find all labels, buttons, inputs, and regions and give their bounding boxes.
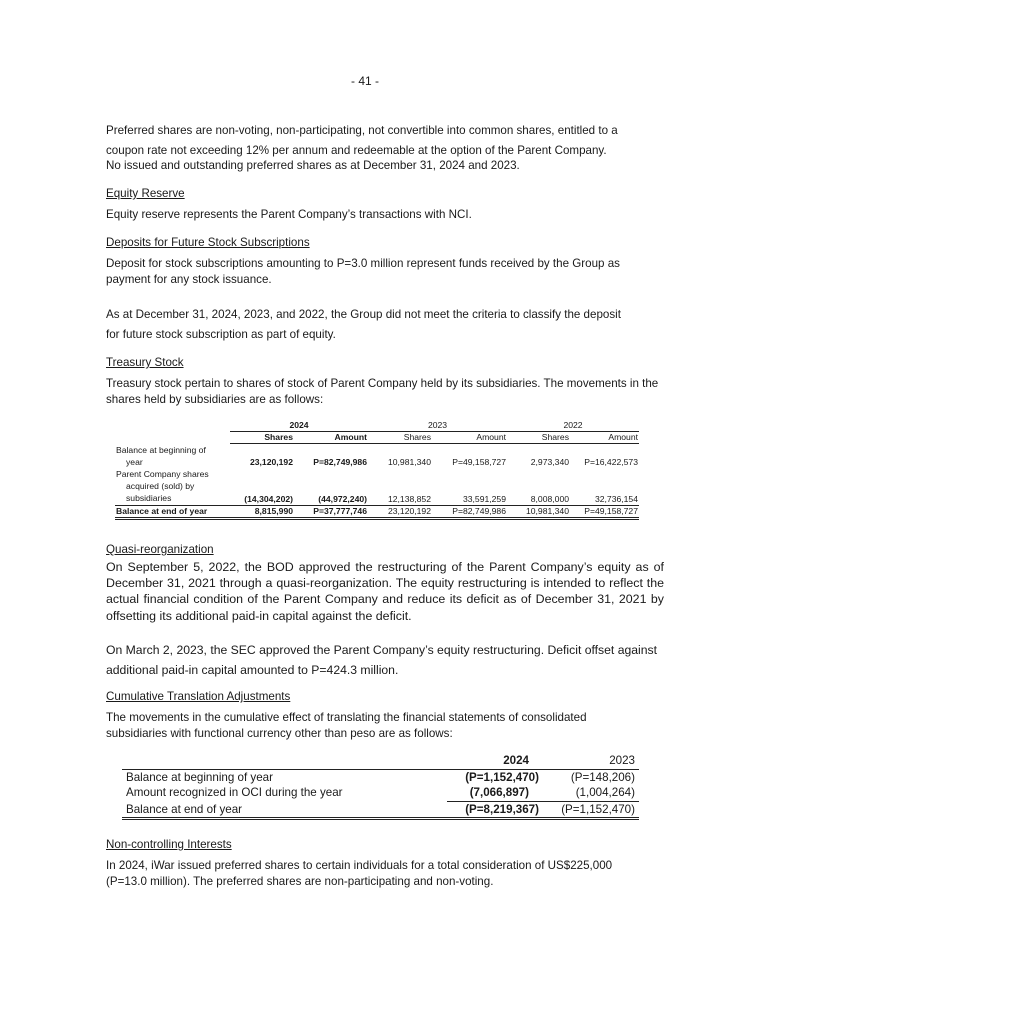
deposits-text-2-line-1: As at December 31, 2024, 2023, and 2022, the Group did not meet the criteria to classify the deposit xyxy=(106,308,621,321)
row-label: Balance at beginning of year xyxy=(116,444,206,467)
cta-table xyxy=(122,753,639,820)
year-2024: 2024 xyxy=(230,420,368,432)
table-cell: 12,138,852 xyxy=(387,493,431,504)
table-cell: (14,304,202) xyxy=(244,493,293,504)
row-label: Balance at end of year xyxy=(115,505,230,518)
table-cell: 23,120,192 xyxy=(249,456,293,467)
table-cell: (P=1,152,470) xyxy=(465,770,539,784)
deposits-text: Deposit for stock subscriptions amounting to P=3.0 million represent funds received by the Group as payment for any stock issuance. xyxy=(106,257,620,286)
equity-reserve-heading: Equity Reserve xyxy=(106,187,185,200)
cta-header-row xyxy=(122,753,639,769)
col-shares-2024: Shares xyxy=(230,432,294,444)
row-label: Amount recognized in OCI during the year xyxy=(126,786,343,800)
page-number: - 41 - xyxy=(350,74,379,88)
quasi-text-2-line-1: On March 2, 2023, the SEC approved the Parent Company’s equity restructuring. Deficit offset against xyxy=(106,643,657,657)
table-row xyxy=(115,468,639,505)
row-label: Balance at end of year xyxy=(122,801,447,819)
table-cell: (P=148,206) xyxy=(570,770,635,784)
table-cell: 8,815,990 xyxy=(230,505,294,518)
cta-year-2024: 2024 xyxy=(447,753,543,769)
table-cell: 32,736,154 xyxy=(594,493,638,504)
table-cell: (P=8,219,367) xyxy=(447,801,543,819)
deposits-text-2-line-2: for future stock subscription as part of equity. xyxy=(106,327,336,341)
row-label: Parent Company shares acquired (sold) by subsidiaries xyxy=(116,468,209,504)
deposits-text-2 xyxy=(106,305,666,344)
table-cell: (1,004,264) xyxy=(543,785,639,801)
treasury-text: Treasury stock pertain to shares of stock of Parent Company held by its subsidiaries. The movements in the shares held by subsidiaries are as follows: xyxy=(106,377,659,406)
table-cell: 23,120,192 xyxy=(368,505,432,518)
deposits-heading: Deposits for Future Stock Subscriptions xyxy=(106,236,310,249)
cta-text: The movements in the cumulative effect of translating the financial statements of consolidated subsidiaries with functional currency other than peso are as follows: xyxy=(106,711,587,740)
table-row xyxy=(115,444,639,468)
treasury-heading: Treasury Stock xyxy=(106,356,184,369)
col-shares-2022: Shares xyxy=(507,432,570,444)
quasi-heading: Quasi-reorganization xyxy=(106,543,214,556)
table-cell: P=49,158,727 xyxy=(452,456,506,467)
treasury-stock-table xyxy=(115,420,639,520)
cta-year-2023: 2023 xyxy=(543,753,639,769)
table-cell: P=82,749,986 xyxy=(313,456,367,467)
nci-text: In 2024, iWar issued preferred shares to certain individuals for a total consideration of US$225,000 (P=13.0 million). The preferred shares are non-participating and non-voting. xyxy=(106,859,613,888)
table-row xyxy=(122,801,639,819)
table-cell: 10,981,340 xyxy=(387,456,431,467)
table-row xyxy=(122,769,639,785)
table-cell: 10,981,340 xyxy=(507,505,570,518)
table-cell: P=82,749,986 xyxy=(432,505,507,518)
col-amount-2022: Amount xyxy=(570,432,639,444)
nci-heading: Non-controlling Interests xyxy=(106,838,232,851)
preferred-line-2: coupon rate not exceeding 12% per annum and redeemable at the option of the Parent Company. xyxy=(106,143,607,157)
table-cell: (44,972,240) xyxy=(318,493,367,504)
column-header-row xyxy=(115,432,639,444)
table-cell: 2,973,340 xyxy=(530,456,569,467)
quasi-text-2 xyxy=(106,641,666,680)
preferred-shares-paragraph xyxy=(106,121,666,160)
quasi-text: On September 5, 2022, the BOD approved the restructuring of the Parent Company’s equity as of December 31, 2021 through a quasi-reorganization. The equity restructuring is intended to reflect the actual financial condition of the Parent Company and reduce its deficit as of December 31, 2021 by offsetting its additional paid-in capital against the deficit. xyxy=(106,560,664,623)
year-2022: 2022 xyxy=(507,420,639,432)
year-header-row xyxy=(115,420,639,432)
preferred-line-3: No issued and outstanding preferred shares as at December 31, 2024 and 2023. xyxy=(106,159,520,172)
col-amount-2024: Amount xyxy=(294,432,368,444)
table-cell: (7,066,897) xyxy=(447,785,543,801)
year-2023: 2023 xyxy=(368,420,507,432)
table-cell: P=16,422,573 xyxy=(584,456,638,467)
table-row xyxy=(115,505,639,518)
preferred-line-1: Preferred shares are non-voting, non-participating, not convertible into common shares, entitled to a xyxy=(106,124,618,137)
table-cell: 33,591,259 xyxy=(462,493,506,504)
table-cell: (P=1,152,470) xyxy=(543,801,639,819)
equity-reserve-text: Equity reserve represents the Parent Company’s transactions with NCI. xyxy=(106,208,472,221)
table-cell: 8,008,000 xyxy=(530,493,569,504)
col-amount-2023: Amount xyxy=(432,432,507,444)
cta-heading: Cumulative Translation Adjustments xyxy=(106,690,291,703)
col-shares-2023: Shares xyxy=(368,432,432,444)
table-row xyxy=(122,785,639,801)
table-cell: P=49,158,727 xyxy=(570,505,639,518)
table-cell: P=37,777,746 xyxy=(294,505,368,518)
quasi-text-2-line-2: additional paid-in capital amounted to P=424.3 million. xyxy=(106,662,399,677)
row-label: Balance at beginning of year xyxy=(126,770,273,784)
